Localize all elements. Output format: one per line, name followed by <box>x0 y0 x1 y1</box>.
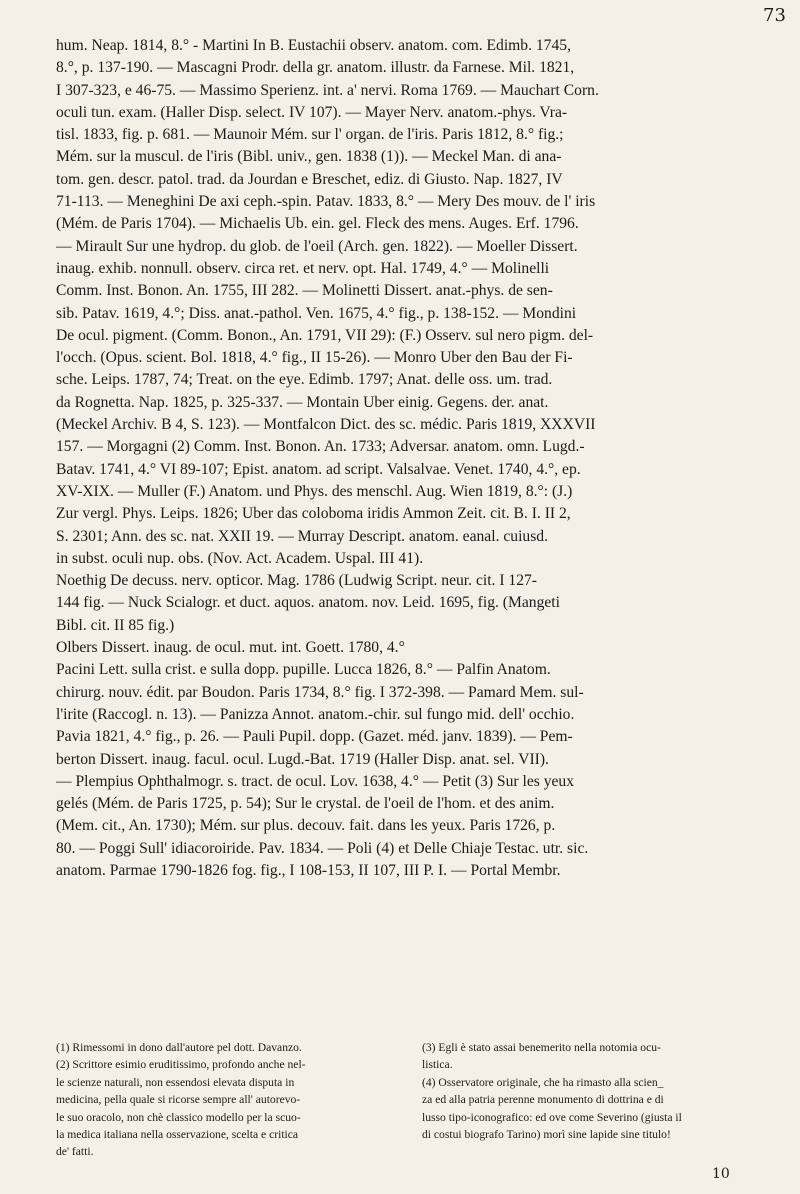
footnote-line: la medica italiana nella osservazione, scelta e critica <box>56 1128 299 1142</box>
footnote-line: (3) Egli è stato assai benemerito nella notomia ocu- <box>422 1041 661 1054</box>
text-line: XV-XIX. — Muller (F.) Anatom. und Phys. des menschl. Aug. Wien 1819, 8.°: (J.) <box>56 482 573 500</box>
text-line: in subst. oculi nup. obs. (Nov. Act. Academ. Uspal. III 41). <box>56 549 424 567</box>
text-line: sche. Leips. 1787, 74; Treat. on the eye. Edimb. 1797; Anat. delle oss. um. trad. <box>56 371 553 389</box>
text-line: chirurg. nouv. édit. par Boudon. Paris 1734, 8.° fig. I 372-398. — Pamard Mem. sul- <box>56 683 584 701</box>
footnote-line: (4) Osservatore originale, che ha rimasto alla scien_ <box>422 1075 664 1089</box>
text-line: Noethig De decuss. nerv. opticor. Mag. 1786 (Ludwig Script. neur. cit. I 127- <box>56 572 537 590</box>
text-line: — Plempius Ophthalmogr. s. tract. de ocul. Lov. 1638, 4.° — Petit (3) Sur les yeux <box>56 772 575 790</box>
text-line: Mém. sur la muscul. de l'iris (Bibl. univ., gen. 1838 (1)). — Meckel Man. di ana- <box>56 148 562 166</box>
text-line: tom. gen. descr. patol. trad. da Jourdan e Breschet, ediz. di Giusto. Nap. 1827, IV <box>56 170 563 188</box>
footnote-line: le scienze naturali, non essendosi elevata disputa in <box>56 1075 295 1089</box>
text-line: oculi tun. exam. (Haller Disp. select. IV 107). — Mayer Nerv. anatom.-phys. Vra- <box>56 103 568 121</box>
footnote-line: za ed alla patria perenne monumento di dottrina e di <box>422 1093 664 1107</box>
footnote-line: (1) Rimessomi in dono dall'autore pel dott. Davanzo. <box>56 1041 302 1054</box>
text-line: Pavia 1821, 4.° fig., p. 26. — Pauli Pupil. dopp. (Gazet. méd. janv. 1839). — Pem- <box>56 728 573 746</box>
footnote-line: listica. <box>422 1058 453 1072</box>
text-line: l'occh. (Opus. scient. Bol. 1818, 4.° fig., II 15-26). — Monro Uber den Bau der Fi- <box>56 349 573 367</box>
footnote-line: di costui biografo Tarino) morì sine lapide sine titulo! <box>422 1128 671 1142</box>
text-line: Batav. 1741, 4.° VI 89-107; Epist. anatom. ad script. Valsalvae. Venet. 1740, 4.°, ep. <box>56 460 581 478</box>
text-line: anatom. Parmae 1790-1826 fog. fig., I 108-153, II 107, III P. I. — Portal Membr. <box>56 861 561 879</box>
text-line: inaug. exhib. nonnull. observ. circa ret. et nerv. opt. Hal. 1749, 4.° — Molinelli <box>56 259 550 277</box>
text-line: sib. Patav. 1619, 4.°; Diss. anat.-pathol. Ven. 1675, 4.° fig., p. 138-152. — Mondini <box>56 304 577 322</box>
text-line: gelés (Mém. de Paris 1725, p. 54); Sur le crystal. de l'oeil de l'hom. et des anim. <box>56 795 555 813</box>
footnotes <box>56 1039 768 1161</box>
text-line: l'irite (Raccogl. n. 13). — Panizza Annot. anatom.-chir. sul fungo mid. dell' occhio. <box>56 705 575 723</box>
footnote-line: lusso tipo-iconografico: ed ove come Severino (giusta il <box>422 1110 682 1124</box>
text-line: 8.°, p. 137-190. — Mascagni Prodr. della gr. anatom. illustr. da Farnese. Mil. 1821, <box>56 59 575 77</box>
text-line: Olbers Dissert. inaug. de ocul. mut. int. Goett. 1780, 4.° <box>56 639 405 657</box>
text-line: — Mirault Sur une hydrop. du glob. de l'oeil (Arch. gen. 1822). — Moeller Dissert. <box>56 237 578 255</box>
text-line: 157. — Morgagni (2) Comm. Inst. Bonon. An. 1733; Adversar. anatom. omn. Lugd.- <box>56 438 585 456</box>
text-line: Bibl. cit. II 85 fig.) <box>56 616 175 634</box>
text-line: da Rognetta. Nap. 1825, p. 325-337. — Montain Uber einig. Gegens. der. anat. <box>56 393 549 411</box>
signature-mark: 10 <box>712 1166 730 1182</box>
text-line: S. 2301; Ann. des sc. nat. XXII 19. — Murray Descript. anatom. eanal. cuiusd. <box>56 527 548 545</box>
footnote-line: (2) Scrittore esimio eruditissimo, profondo anche nel- <box>56 1058 306 1072</box>
text-line: 71-113. — Meneghini De axi ceph.-spin. Patav. 1833, 8.° — Mery Des mouv. de l' iris <box>56 193 596 211</box>
text-line: berton Dissert. inaug. facul. ocul. Lugd.-Bat. 1719 (Haller Disp. anat. sel. VII). <box>56 750 549 768</box>
footnotes-left-column <box>56 1039 402 1161</box>
text-line: 144 fig. — Nuck Scialogr. et duct. aquos. anatom. nov. Leid. 1695, fig. (Mangeti <box>56 594 560 612</box>
text-line: (Mem. cit., An. 1730); Mém. sur plus. decouv. fait. dans les yeux. Paris 1726, p. <box>56 817 556 835</box>
text-line: (Meckel Archiv. B 4, S. 123). — Montfalcon Dict. des sc. médic. Paris 1819, XXXVII <box>56 416 596 434</box>
bibliography-text <box>56 35 768 882</box>
text-line: (Mém. de Paris 1704). — Michaelis Ub. ein. gel. Fleck des mens. Auges. Erf. 1796. <box>56 215 579 233</box>
text-line: Comm. Inst. Bonon. An. 1755, III 282. — Molinetti Dissert. anat.-phys. de sen- <box>56 282 553 300</box>
text-line: Pacini Lett. sulla crist. e sulla dopp. pupille. Lucca 1826, 8.° — Palfin Anatom. <box>56 661 551 679</box>
text-line: I 307-323, e 46-75. — Massimo Sperienz. int. a' nervi. Roma 1769. — Mauchart Corn. <box>56 81 599 99</box>
footnotes-right-column <box>422 1039 768 1161</box>
text-line: 80. — Poggi Sull' idiacoroiride. Pav. 1834. — Poli (4) et Delle Chiaje Testac. utr. sic. <box>56 839 589 857</box>
page-number: 73 <box>763 5 786 26</box>
text-line: Zur vergl. Phys. Leips. 1826; Uber das coloboma iridis Ammon Zeit. cit. B. I. II 2, <box>56 505 571 523</box>
text-line: hum. Neap. 1814, 8.° - Martini In B. Eustachii observ. anatom. com. Edimb. 1745, <box>56 37 571 54</box>
text-line: tisl. 1833, fig. p. 681. — Maunoir Mém. sur l' organ. de l'iris. Paris 1812, 8.° fig.; <box>56 126 564 144</box>
footnote-line: le suo oracolo, non chè classico modello per la scuo- <box>56 1110 301 1124</box>
footnote-line: medicina, pella quale si ricorse sempre all' autorevo- <box>56 1093 301 1107</box>
text-line: De ocul. pigment. (Comm. Bonon., An. 1791, VII 29): (F.) Osserv. sul nero pigm. del- <box>56 326 594 344</box>
footnote-line: de' fatti. <box>56 1145 94 1159</box>
